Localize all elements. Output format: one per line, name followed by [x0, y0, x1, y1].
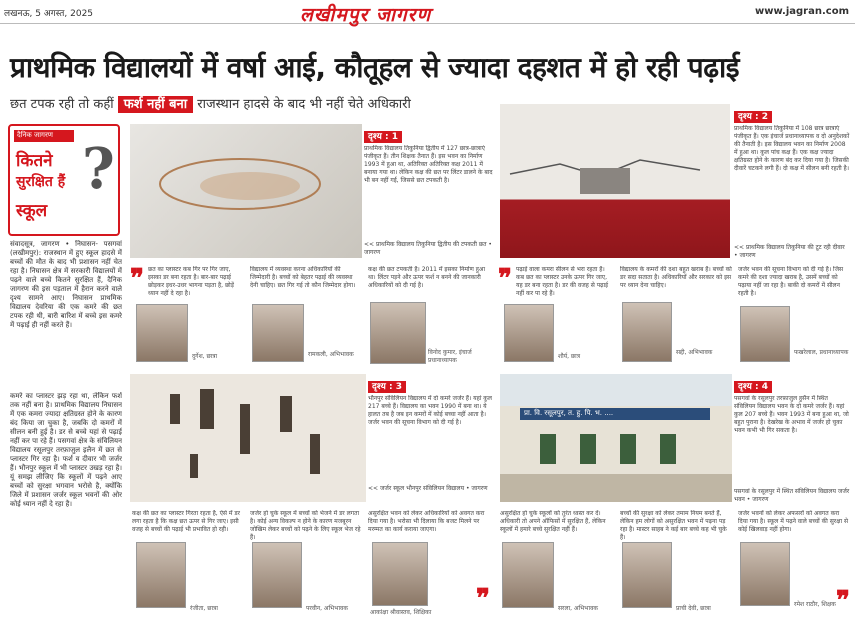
quote-name: रंजीता, छात्रा: [190, 605, 218, 612]
quote-mark-icon: ❞: [130, 264, 144, 294]
quote-card: [366, 264, 494, 370]
photo-school-building: [500, 374, 732, 502]
quote-card: [498, 508, 616, 618]
logo-line1: कितने: [16, 151, 53, 171]
building-icon: [500, 374, 732, 502]
quote-name: परवीन, अभिभावक: [306, 605, 348, 612]
quote-card: [736, 508, 852, 618]
quote-text: बच्चों की सुरक्षा को लेकर तमाम नियम बनते हैं, लेकिन हम लोगों को असुरक्षित भवन में पढ़ना पड़ रहा है। मास्टर साहब ने कई बार बच्चे कह भी चुके हैं।: [620, 510, 727, 541]
quote-card: [498, 264, 616, 370]
photo-peeling-plaster: [130, 374, 366, 502]
quote-name: सद्दी, अभिभावक: [676, 349, 713, 356]
quote-text: असुरक्षित हो चुके स्कूलों को तुरंत ध्वस्त कर दें। अधिकारी तो अपने ऑफिसों में सुरक्षित हैं, लेकिन स्कूलों में हमारे बच्चे सुरक्षित नहीं हैं।: [500, 510, 606, 533]
series-logo: [8, 124, 120, 236]
quote-mark-icon: ❞: [498, 264, 512, 294]
quote-text: विद्यालय के कमरों की दशा बहुत खराब है। बच्चों को डर सदा सताता है। अधिकारियों और सरकार को इस पर ध्यान देना चाहिए।: [620, 266, 732, 289]
quote-card: [248, 508, 364, 618]
headline: प्राथमिक विद्यालयों में वर्षा आई, कौतूहल से ज्यादा दहशत में हो रही पढ़ाई: [10, 51, 739, 84]
masthead-bar: [0, 0, 855, 24]
photo-leaking-ceiling: [130, 124, 362, 258]
quote-name: फखरेलाल, प्रधानाध्यापक: [794, 349, 849, 356]
quote-text: कक्ष की छत का प्लास्टर गिरता रहता है, ऐसे में डर लगा रहता है कि कक्ष छत ऊपर से गिर जाए। इसी वजह से बच्चों की पढ़ाई भी प्रभावित हो रही।: [132, 510, 241, 533]
scene1-caption: << प्राथमिक विद्यालय तिकुनिया द्वितीय की टपकती छत • जागरण: [364, 241, 492, 256]
school-sign: प्रा. वि. रसूलपुर, त. हु. पि. भ. ....: [520, 408, 710, 420]
avatar: [504, 304, 554, 362]
scene4-caption: पसगवां के रसूलपुर में स्थित संविलियन विद्यालय जर्जर भवन • जागरण: [734, 488, 850, 503]
scene2-caption: << प्राथमिक विद्यालय तिकुनिया की टूट रही दीवार • जागरण: [734, 244, 845, 259]
photo-cracked-wall: [500, 104, 730, 258]
body-para-2: कमरे का प्लास्टर झड़ रहा था, लेकिन फर्श तक नहीं बना है। प्राथमिक विद्यालय निघासन में एक कमरा ज्यादा क्षतिग्रस्त होने के कारण बंद किया जा चुका है, जबकि दो कमरों में सीलन बनी हुई है। डर से बच्चे यहां से पढ़ाई नहीं कर पा रहे हैं। पसगवां क्षेत्र के संविलियन विद्यालय रसूलपुर तरफ़ाजुल इलैन में छत से प्लास्टर गिर रहा है। फर्श व दीवार भी जर्जर हैं। भौनपुर स्कूल में भी प्लास्टर उखड़ रहा है। यूं समझ लीजिए कि स्कूलों में पढ़ने आए बच्चों को सुरक्षा भगवान भरोसे है, क्योंकि जिले में प्रशासन जर्जर स्कूल भवनों की ओर कोई ध्यान नहीं दे रहा है।: [10, 392, 122, 508]
subheadline: [10, 94, 411, 112]
scene1-label: दृश्य : 1: [364, 131, 402, 143]
scene2-text: प्राथमिक विद्यालय तिकुनिया में 108 छात्र छात्राएं पंजीकृत हैं। एक इंचार्ज प्रधानाध्यापक व दो अनुदेशकों की तैनाती है। इस विद्यालय भवन का निर्माण 2008 में हुआ था। कुल पांच कक्ष हैं। एक कक्ष ज्यादा क्षतिग्रस्त होने के कारण बंद कर दिया गया है। जिसकी दीवारें चटकने लगी हैं। दो कक्ष में सीलन बनी रहती है।: [734, 125, 850, 172]
avatar: [372, 542, 428, 606]
wall-crack-icon: [500, 104, 730, 258]
avatar: [622, 542, 672, 608]
avatar: [740, 306, 790, 362]
scene1-text: प्राथमिक विद्यालय तिकुनिया द्वितीय में 127 छात्र-छात्राएं पंजीकृत हैं। तीन शिक्षक तैनात हैं। इस भवन का निर्माण 1993 में हुआ था, अतिरिक्त अतिरिक्त कक्ष 2011 में बनाया गया था। लेकिन कक्ष की छत पर लिंटर डालने के बाद भी बन नहीं गईं, जिससे छत टपकती है।: [364, 145, 493, 184]
quote-card: [618, 508, 734, 618]
masthead-title: लखीमपुर जागरण: [300, 4, 432, 26]
logo-line2: सुरक्षित हैं: [16, 174, 66, 190]
subhead-part1: छत टपक रही तो कहीं: [10, 97, 114, 112]
subhead-part2: राजस्थान हादसे के बाद भी नहीं चेते अधिकारी: [197, 97, 411, 112]
quote-text: छत का प्लास्टर कब गिर पर गिर जाए, इसका डर बना रहता है। बार-बार पढ़ाई छोड़कर इधर-उधर भागना पड़ता है, छोड़ें ध्यान नहीं दे रहा है।: [148, 266, 234, 297]
quote-text: कक्ष की छत टपकती है। 2011 में इसका निर्माण हुआ था। लिंटर पड़ने और ऊपर फर्श न बनने की जानकारी अधिकारियों को दी गई है।: [368, 266, 486, 289]
scene3-caption: << जर्जर स्कूल भौनपुर संविलियन विद्यालय • जागरण: [368, 485, 488, 492]
edition-date: लखनऊ, 5 अगस्त, 2025: [4, 9, 94, 19]
quote-text: जर्जर हो चुके स्कूल में बच्चों को भेजने में डर लगता है। कोई अन्य विकल्प न होने के कारण मजबूरन जोखिम लेकर बच्चों को पढ़ने के लिए स्कूल भेज रहे हैं।: [250, 510, 361, 541]
subhead-tag: फर्श नहीं बना: [118, 96, 193, 113]
scene3-label: दृश्य : 3: [368, 381, 406, 393]
site-url[interactable]: www.jagran.com: [754, 6, 849, 17]
scene3-text: भौनपुर संविलियन विद्यालय में दो कमरे जर्जर हैं। यहां कुल 217 बच्चे हैं। विद्यालय का भवन 1990 में बना था। ये हालत तब है जब इन कमरों में कोई बच्चा नहीं आता है। जर्जर भवन की सूचना विभाग को दी गई है।: [368, 395, 492, 426]
quote-card: [248, 264, 364, 370]
quote-card: [130, 508, 246, 618]
quote-name: शौर्य, छात्र: [558, 353, 581, 360]
quote-mark-icon: ❞: [836, 586, 850, 616]
avatar: [740, 542, 790, 606]
scene4-text: पसगवां के रसूलपुर तरफ़ाजुल हुसैन में स्थित संविलियन विद्यालय भवन के दो कमरे जर्जर हैं। यहां कुल 207 बच्चे हैं। भवन 1993 में बना हुआ था, जो बहुत पुराना है। देखरेख के अभाव में जर्जर हो चुका भवन कभी भी गिर सकता है।: [734, 395, 849, 434]
quote-name: दुर्गेश, छात्रा: [192, 353, 218, 360]
avatar: [252, 304, 304, 362]
quote-name: विनोद कुमार, इंचार्ज प्रधानाध्यापक: [428, 349, 472, 364]
scene2-label: दृश्य : 2: [734, 111, 772, 123]
quote-card: [736, 264, 852, 370]
quote-name: आकांक्षा श्रीवास्तव, शिक्षिका: [370, 609, 432, 616]
quote-text: पढ़ाई वाला कमरा सीलन से भरा रहता है। कब छत का प्लास्टर उनके ऊपर गिर जाए, यह डर बना रहता है। डर की वजह से पढ़ाई नहीं कर पा रहे हैं।: [516, 266, 609, 297]
brand-badge: दैनिक जागरण: [14, 130, 74, 142]
ceiling-stain-icon: [130, 124, 362, 258]
scene4-block: [734, 374, 850, 504]
quote-card: [130, 264, 246, 370]
question-mark-icon: ?: [82, 136, 115, 202]
quote-text: जर्जर भवन की सूचना विभाग को दी गई है। जिस कमरे की दशा ज्यादा खराब है, उसमें बच्चों को पढ़ाया नहीं जा रहा है। बाकी दो कमरों में सीलन रहती है।: [738, 266, 844, 297]
quote-card: [618, 264, 734, 370]
scene3-block: [368, 374, 496, 502]
plaster-damage-icon: [130, 374, 366, 502]
avatar: [502, 542, 554, 608]
avatar: [136, 542, 186, 608]
quote-card: [366, 508, 494, 618]
avatar: [370, 302, 426, 364]
scene1-block: [364, 124, 496, 258]
avatar: [136, 304, 188, 362]
quote-name: रमेश राठौर, शिक्षक: [794, 601, 836, 608]
avatar: [622, 302, 672, 362]
quote-text: जर्जर भवनों को लेकर अफसरों को अवगत करा दिया गया है। स्कूल में पढ़ने वाले बच्चों की सुरक्षा से कोई खिलवाड़ नहीं होगा।: [738, 510, 849, 533]
scene4-label: दृश्य : 4: [734, 381, 772, 393]
quote-text: विद्यालय में व्यवस्था करना अधिकारियों की जिम्मेदारी है। बच्चों को बेहतर पढ़ाई की व्यवस्था देनी चाहिए। छत गिर गई तो कौन जिम्मेदार होगा।: [250, 266, 356, 289]
scene2-block: [734, 104, 850, 260]
quote-name: सरला, अभिभावक: [558, 605, 599, 612]
quote-name: रामकली, अभिभावक: [308, 351, 354, 358]
avatar: [252, 542, 302, 608]
quote-name: प्राची देवी, छात्रा: [676, 605, 711, 612]
body-para-1: संवादसूत्र, जागरण • निघासन- पसगवां (लखीमपुर): राजस्थान में हुए स्कूल हादसे में बच्चों की मौत के बाद भी प्रशासन नहीं चेत रहा है। निघासन क्षेत्र में सरकारी विद्यालयों में पढ़ने वाले बच्चे कितने सुरक्षित हैं, दैनिक जागरण की इस पड़ताल में हैरान करने वाले दृश्य सामने आए। निघासन प्राथमिक विद्यालय देवरिया की एक कमरे की छत टपक रही थी, बारी बारिश में बच्चे इस कमरे में पढ़ाई ही नहीं करते हैं।: [10, 240, 122, 329]
quote-text: असुरक्षित भवन को लेकर अधिकारियों को अवगत करा दिया गया है। भरोसा भी दिलाया कि बजट मिलने पर मरम्मत का कार्य कराया जाएगा।: [368, 510, 485, 533]
logo-line3: स्कूल: [16, 201, 48, 221]
quote-mark-icon: ❞: [476, 584, 490, 614]
